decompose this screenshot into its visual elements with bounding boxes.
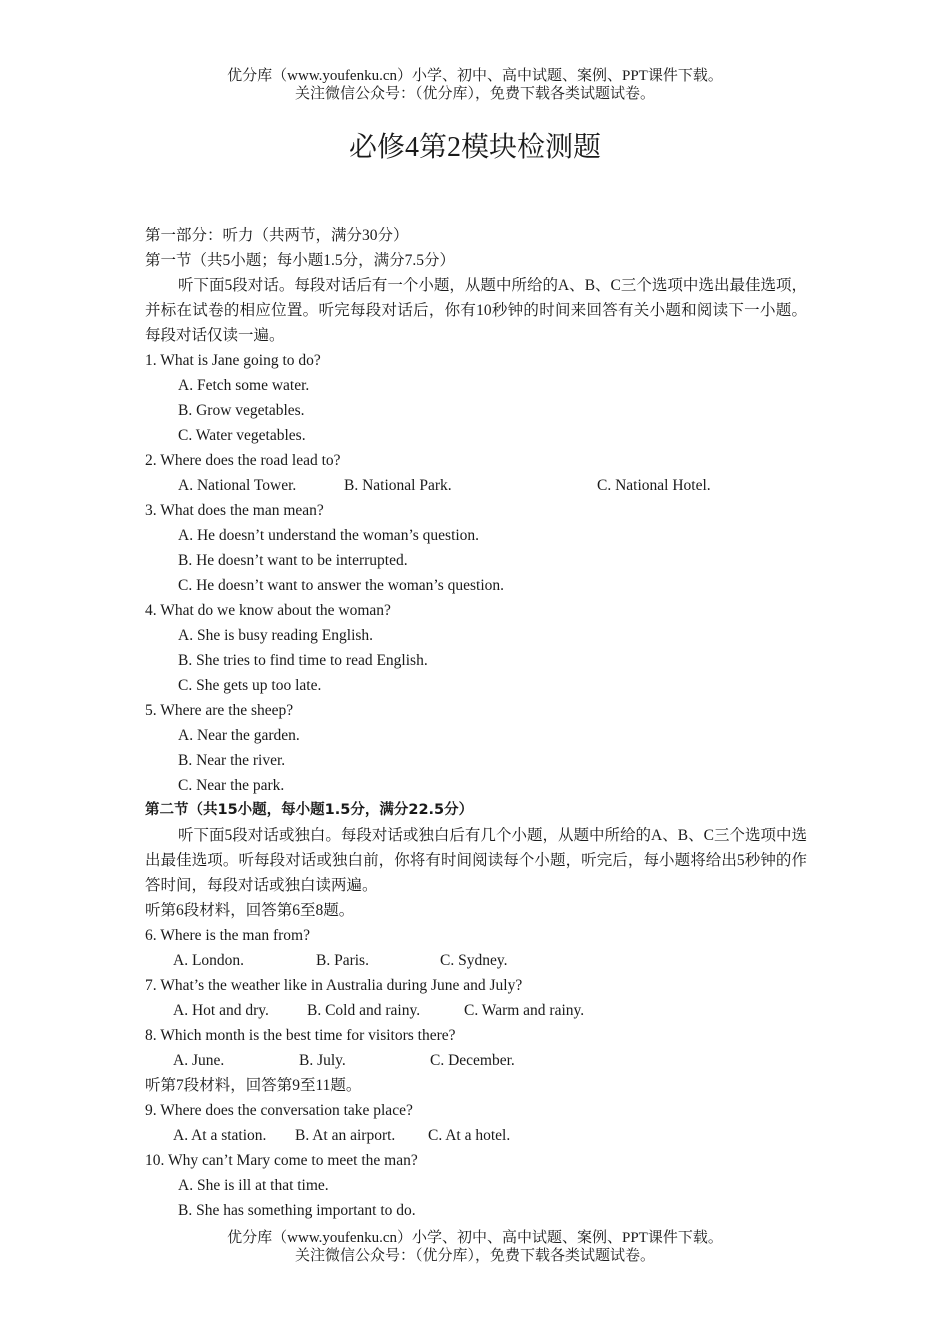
question-stem: 10. Why can’t Mary come to meet the man?	[145, 1152, 418, 1169]
question-stem: 3. What does the man mean?	[145, 502, 324, 519]
option-a: A. London.	[173, 952, 245, 969]
option-c: C. December.	[430, 1052, 515, 1069]
section2-instructions: 听下面5段对话或独白。每段对话或独白后有几个小题，从题中所给的A、B、C三个选项中选出最佳选项。听每段对话或独白前，你将有时间阅读每个小题，听完后，每小题将给出5秒钟的作答时间，每段对话或独白读两遍。	[145, 827, 807, 894]
page-header	[0, 67, 950, 103]
option-a: A. National Tower.	[178, 477, 297, 494]
footer-line-2: 关注微信公众号：（优分库），免费下载各类试题试卷。	[294, 1248, 655, 1264]
option-b: B. At an airport.	[295, 1127, 396, 1144]
document-body	[145, 223, 807, 1223]
option-b: B. He doesn’t want to be interrupted.	[178, 552, 408, 569]
option-c: C. Sydney.	[440, 952, 508, 969]
header-line-1: 优分库（www.youfenku.cn）小学、初中、高中试题、案例、PPT课件下载。	[227, 68, 723, 84]
option-a: A. She is ill at that time.	[178, 1177, 329, 1194]
option-a: A. He doesn’t understand the woman’s question.	[178, 527, 480, 544]
option-b: B. July.	[299, 1052, 346, 1069]
option-b: B. She tries to find time to read English.	[178, 652, 428, 669]
options-row	[145, 473, 807, 498]
question-stem: 4. What do we know about the woman?	[145, 602, 391, 619]
question-stem: 7. What’s the weather like in Australia during June and July?	[145, 977, 523, 994]
option-a: A. She is busy reading English.	[178, 627, 374, 644]
page-title: 必修4第2模块检测题	[348, 132, 601, 163]
question-stem: 6. Where is the man from?	[145, 927, 310, 944]
section1-heading: 第一节（共5小题；每小题1.5分，满分7.5分）	[145, 252, 456, 269]
question-stem: 1. What is Jane going to do?	[145, 352, 321, 369]
question-stem: 5. Where are the sheep?	[145, 702, 294, 719]
option-c: C. National Hotel.	[597, 477, 711, 494]
option-b: B. National Park.	[344, 477, 452, 494]
option-c: C. Water vegetables.	[178, 427, 306, 444]
options-row	[145, 1123, 807, 1148]
section1-instructions: 听下面5段对话。每段对话后有一个小题，从题中所给的A、B、C三个选项中选出最佳选项，并标在试卷的相应位置。听完每段对话后，你有10秒钟的时间来回答有关小题和阅读下一小题。每段对话仅读一遍。	[145, 277, 807, 344]
option-a: A. June.	[173, 1052, 225, 1069]
text6-instruction: 听第6段材料，回答第6至8题。	[145, 902, 355, 919]
option-c: C. At a hotel.	[428, 1127, 511, 1144]
question-stem: 8. Which month is the best time for visitors there?	[145, 1027, 456, 1044]
option-b: B. Cold and rainy.	[307, 1002, 421, 1019]
header-line-2: 关注微信公众号：（优分库），免费下载各类试题试卷。	[294, 86, 655, 102]
option-b: B. She has something important to do.	[178, 1202, 416, 1219]
option-a: A. At a station.	[173, 1127, 267, 1144]
part1-heading: 第一部分：听力（共两节，满分30分）	[145, 227, 409, 244]
text7-instruction: 听第7段材料，回答第9至11题。	[145, 1077, 362, 1094]
option-b: B. Grow vegetables.	[178, 402, 305, 419]
option-c: C. Near the park.	[178, 777, 285, 794]
option-b: B. Near the river.	[178, 752, 286, 769]
options-row	[145, 948, 807, 973]
footer-line-1: 优分库（www.youfenku.cn）小学、初中、高中试题、案例、PPT课件下载。	[227, 1230, 723, 1246]
options-row	[145, 1048, 807, 1073]
option-b: B. Paris.	[316, 952, 369, 969]
option-c: C. He doesn’t want to answer the woman’s question.	[178, 577, 505, 594]
option-a: A. Fetch some water.	[178, 377, 310, 394]
section2-heading: 第二节（共15小题，每小题1.5分，满分22.5分）	[145, 802, 474, 818]
option-a: A. Near the garden.	[178, 727, 300, 744]
options-row	[145, 998, 807, 1023]
question-stem: 2. Where does the road lead to?	[145, 452, 341, 469]
option-c: C. She gets up too late.	[178, 677, 322, 694]
option-a: A. Hot and dry.	[173, 1002, 269, 1019]
page-footer	[0, 1229, 950, 1265]
option-c: C. Warm and rainy.	[464, 1002, 585, 1019]
question-stem: 9. Where does the conversation take place?	[145, 1102, 413, 1119]
